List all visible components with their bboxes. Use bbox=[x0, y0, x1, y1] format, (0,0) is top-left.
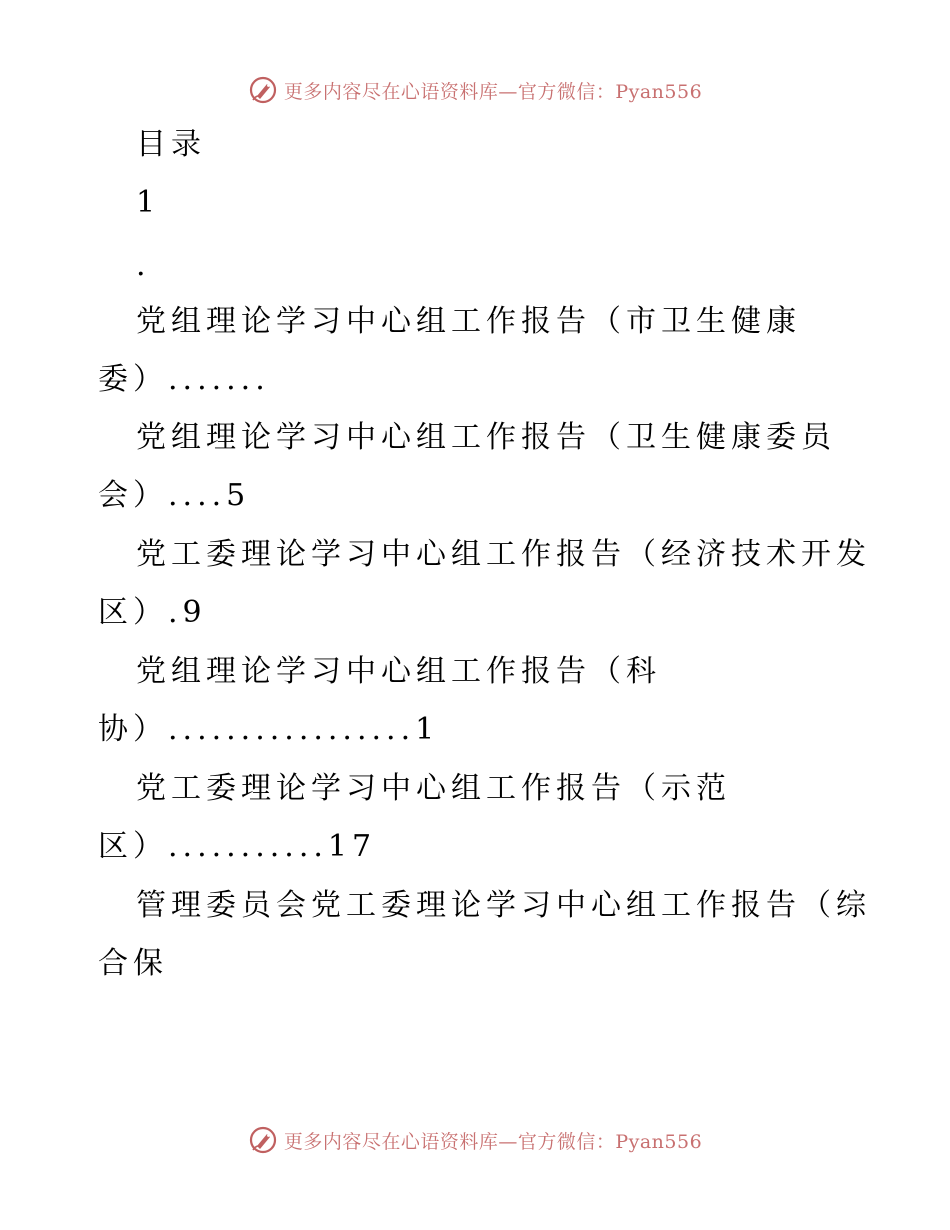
watermark-banner-bottom bbox=[0, 1120, 950, 1160]
pen-nib-logo-icon bbox=[248, 1125, 278, 1155]
dot-line: . bbox=[136, 248, 151, 283]
toc-entry-line2: 区）...........17 bbox=[98, 829, 377, 864]
toc-entry-line1: 党工委理论学习中心组工作报告（示范 bbox=[136, 771, 731, 806]
toc-entry-line1: 党组理论学习中心组工作报告（卫生健康委员 bbox=[136, 420, 836, 455]
toc-entry-line2: 会）....5 bbox=[98, 478, 251, 513]
toc-entry-line2: 委）....... bbox=[98, 362, 270, 397]
toc-entry-line1: 党工委理论学习中心组工作报告（经济技术开发 bbox=[136, 537, 871, 572]
pen-nib-logo-icon bbox=[248, 75, 278, 105]
page-number: 1 bbox=[136, 185, 161, 220]
toc-entry-line2: 合保 bbox=[98, 946, 168, 981]
toc-entry-line1: 管理委员会党工委理论学习中心组工作报告（综 bbox=[136, 888, 871, 923]
toc-entry-line1: 党组理论学习中心组工作报告（科 bbox=[136, 654, 661, 689]
toc-entry-line2: 区）.9 bbox=[98, 595, 207, 630]
toc-title: 目录 bbox=[136, 127, 206, 162]
toc-entry-line2: 协）.................1 bbox=[98, 712, 440, 747]
watermark-banner-top bbox=[0, 70, 950, 110]
toc-entry-line1: 党组理论学习中心组工作报告（市卫生健康 bbox=[136, 304, 801, 339]
watermark-text: 更多内容尽在心语资料库—官方微信：Pyan556 bbox=[283, 1130, 703, 1153]
watermark-text: 更多内容尽在心语资料库—官方微信：Pyan556 bbox=[283, 80, 703, 103]
